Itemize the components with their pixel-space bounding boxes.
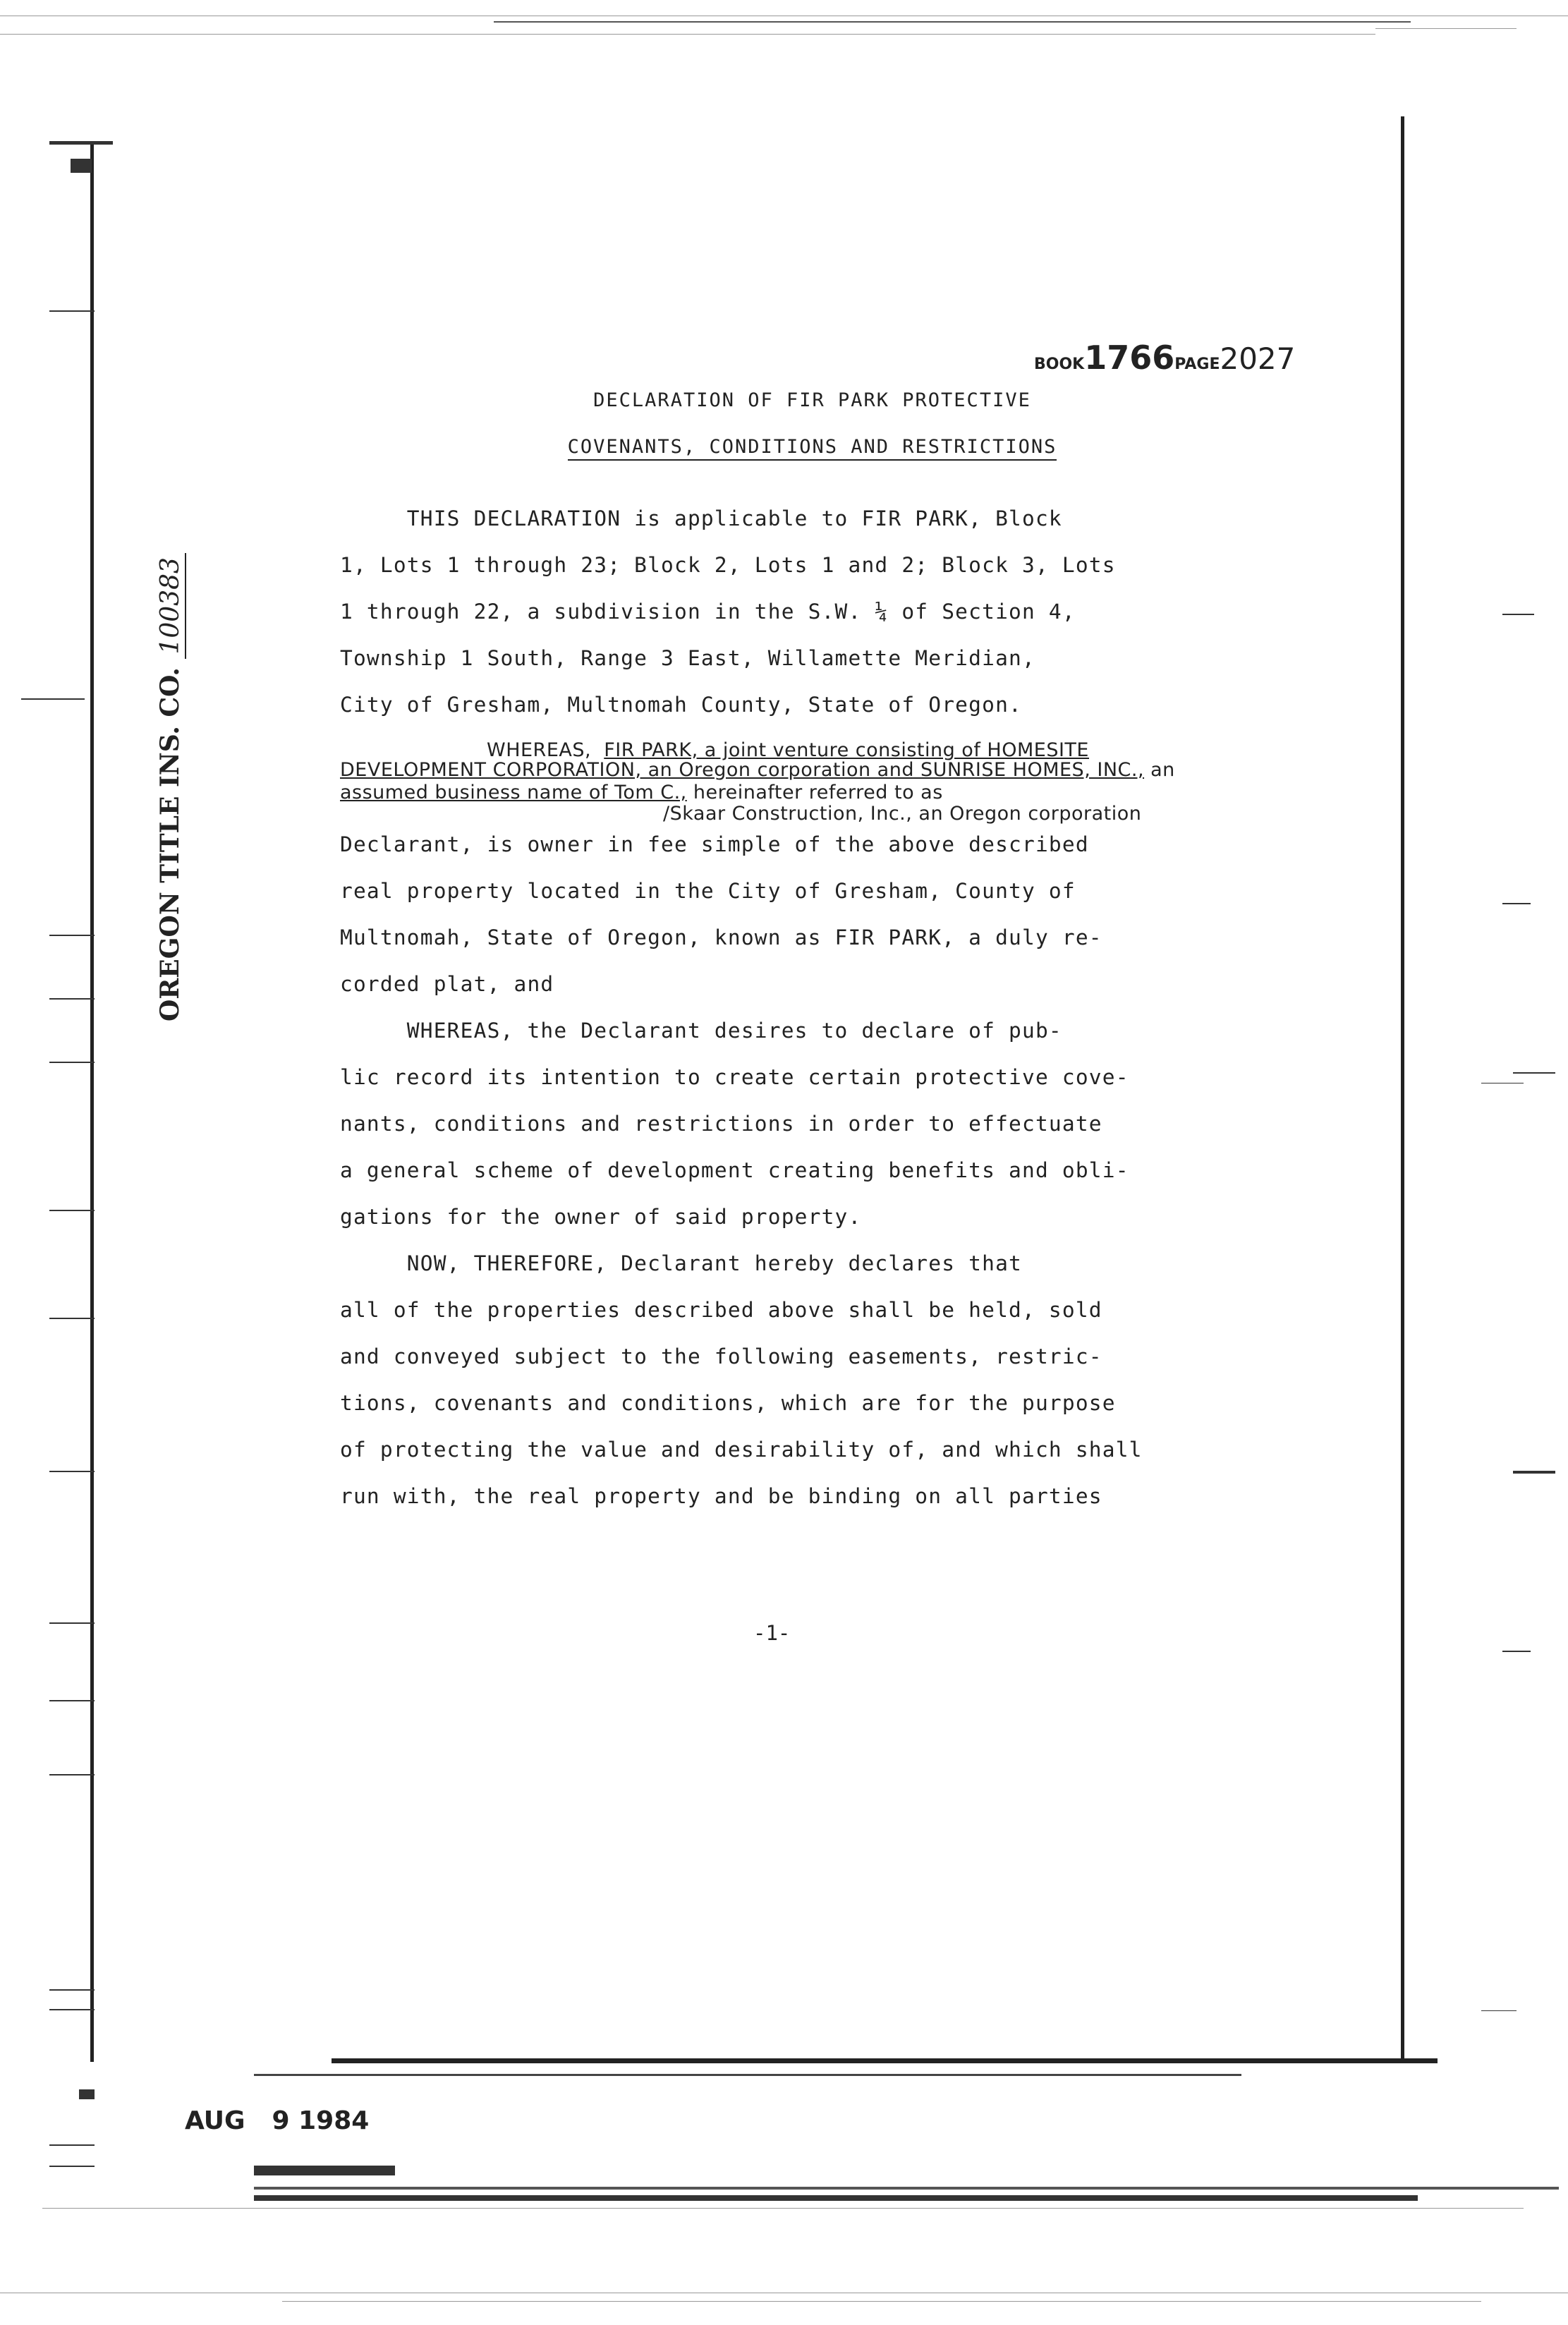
body-line: City of Gresham, Multnomah County, State of Oregon.	[340, 693, 1022, 717]
scan-artifact	[282, 2301, 1481, 2302]
margin-mark	[49, 2144, 95, 2146]
scan-artifact	[254, 2187, 1559, 2190]
margin-mark	[1502, 1651, 1531, 1652]
body-line: lic record its intention to create certain protective cove-	[340, 1065, 1129, 1089]
body-line: run with, the real property and be binding on all parties	[340, 1484, 1102, 1508]
margin-mark	[49, 1471, 95, 1472]
title-insurance-stamp	[155, 553, 185, 1021]
margin-mark	[49, 2009, 95, 2010]
body-line: of protecting the value and desirability of, and which shall	[340, 1438, 1143, 1462]
margin-mark	[49, 998, 95, 1000]
margin-mark	[49, 1989, 95, 1991]
date-month: AUG	[185, 2106, 245, 2135]
scan-artifact	[0, 34, 1375, 35]
stamp-number: 100383	[156, 553, 186, 658]
margin-mark	[71, 159, 92, 173]
body-line: tions, covenants and conditions, which are for the purpose	[340, 1391, 1116, 1415]
page-label: PAGE	[1174, 356, 1220, 373]
body-line: all of the properties described above shall be held, sold	[340, 1298, 1102, 1322]
margin-mark	[1502, 903, 1531, 904]
typed-text: an	[1144, 759, 1175, 781]
document-subtitle-text: COVENANTS, CONDITIONS AND RESTRICTIONS	[568, 436, 1057, 461]
scan-artifact	[254, 2166, 395, 2175]
book-page-stamp	[1034, 339, 1295, 377]
margin-mark	[49, 1700, 95, 1701]
body-line: a general scheme of development creating benefits and obli-	[340, 1158, 1129, 1182]
document-title: DECLARATION OF FIR PARK PROTECTIVE	[593, 389, 1031, 411]
body-line: Declarant, is owner in fee simple of the above described	[340, 832, 1089, 856]
typed-insert-line	[487, 739, 1089, 761]
body-line: THIS DECLARATION is applicable to FIR PARK, Block	[340, 506, 1062, 530]
book-number: 1766	[1084, 339, 1175, 377]
date-stamp	[185, 2106, 369, 2135]
margin-mark	[49, 310, 95, 312]
typed-insert-line: /Skaar Construction, Inc., an Oregon corporation	[663, 803, 1142, 825]
margin-mark	[49, 1774, 95, 1775]
typed-underlined-text: assumed business name of Tom C.,	[340, 782, 687, 803]
whereas-label: WHEREAS,	[487, 739, 592, 761]
margin-mark	[1513, 1471, 1555, 1474]
book-label: BOOK	[1034, 356, 1085, 373]
body-line: WHEREAS, the Declarant desires to declare of pub-	[340, 1019, 1062, 1043]
body-line: 1, Lots 1 through 23; Block 2, Lots 1 and 2; Block 3, Lots	[340, 553, 1116, 577]
date-day-year: 9 1984	[272, 2106, 370, 2135]
margin-mark	[79, 2089, 95, 2099]
body-line: and conveyed subject to the following easements, restric-	[340, 1344, 1102, 1368]
document-subtitle	[28, 436, 1568, 458]
margin-mark	[49, 2166, 95, 2167]
scan-artifact	[42, 2208, 1524, 2209]
typed-underlined-text: FIR PARK, a joint venture consisting of HOMESITE	[604, 739, 1089, 761]
page-border-underline	[254, 2074, 1241, 2076]
margin-mark	[1502, 614, 1534, 615]
margin-mark	[49, 1062, 95, 1063]
margin-mark	[1513, 1072, 1555, 1074]
body-line: NOW, THEREFORE, Declarant hereby declares that	[340, 1251, 1022, 1275]
scan-artifact	[1375, 28, 1517, 29]
body-line: Multnomah, State of Oregon, known as FIR PARK, a duly re-	[340, 925, 1102, 949]
typed-insert-line	[340, 782, 943, 803]
margin-mark	[49, 141, 113, 145]
margin-mark	[49, 1318, 95, 1319]
body-line: nants, conditions and restrictions in order to effectuate	[340, 1112, 1102, 1136]
page-number: -1-	[753, 1621, 791, 1645]
margin-mark	[49, 1210, 95, 1211]
margin-mark	[21, 698, 85, 700]
typed-underlined-text: DEVELOPMENT CORPORATION, an Oregon corporation and SUNRISE HOMES, INC.,	[340, 759, 1145, 781]
scan-artifact	[494, 21, 1411, 23]
body-line: gations for the owner of said property.	[340, 1205, 862, 1229]
scan-artifact	[254, 2195, 1418, 2201]
page-number-stamp: 2027	[1220, 341, 1296, 376]
body-line: 1 through 22, a subdivision in the S.W. ¼ of Section 4,	[340, 600, 1076, 624]
typed-insert-line	[340, 759, 1175, 781]
margin-mark	[1481, 2010, 1517, 2011]
body-line: corded plat, and	[340, 972, 554, 996]
margin-mark	[49, 935, 95, 936]
page-border-bottom	[332, 2058, 1438, 2063]
margin-mark	[49, 1622, 95, 1624]
typed-text: hereinafter referred to as	[686, 782, 943, 803]
stamp-label: OREGON TITLE INS. CO.	[155, 667, 185, 1021]
body-line: real property located in the City of Gresham, County of	[340, 879, 1076, 903]
body-line: Township 1 South, Range 3 East, Willamette Meridian,	[340, 646, 1035, 670]
